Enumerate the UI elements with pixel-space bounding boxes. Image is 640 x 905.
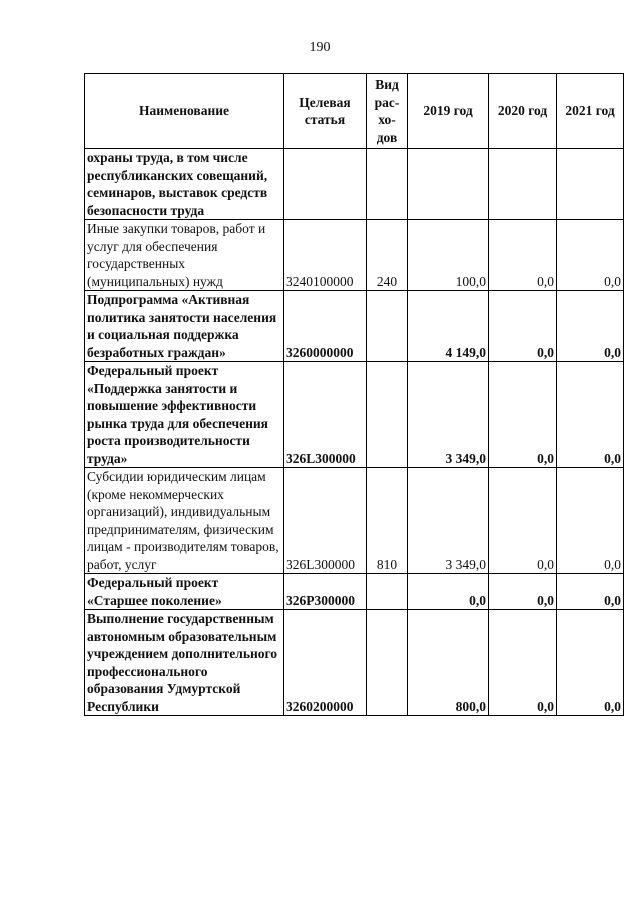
- row-2020: 0,0: [489, 362, 557, 468]
- table-row: [85, 574, 624, 610]
- row-code: 3260200000: [284, 610, 367, 716]
- header-2020: 2020 год: [489, 74, 557, 149]
- row-2020: [489, 149, 557, 220]
- row-name: Федеральный проект «Поддержка занятости и повышение эффективности рынка труда для обеспечения роста производительности труда»: [85, 362, 284, 468]
- budget-table: [84, 73, 624, 716]
- row-2020: 0,0: [489, 610, 557, 716]
- row-kind: [367, 362, 408, 468]
- row-2020: 0,0: [489, 291, 557, 362]
- row-2021: 0,0: [557, 468, 624, 574]
- row-2019: 4 149,0: [408, 291, 489, 362]
- page-number: 190: [309, 40, 331, 55]
- row-2021: 0,0: [557, 220, 624, 291]
- table-row: [85, 362, 624, 468]
- row-kind: [367, 610, 408, 716]
- table-row: [85, 610, 624, 716]
- row-2019: 800,0: [408, 610, 489, 716]
- row-2021: 0,0: [557, 362, 624, 468]
- header-kind: Вид рас-хо-дов: [367, 74, 408, 149]
- table-row: [85, 149, 624, 220]
- row-2019: 3 349,0: [408, 362, 489, 468]
- row-name: охраны труда, в том числе республиканских совещаний, семинаров, выставок средств безопасности труда: [85, 149, 284, 220]
- row-code: 326P300000: [284, 574, 367, 610]
- row-2021: 0,0: [557, 610, 624, 716]
- row-code: 326L300000: [284, 468, 367, 574]
- row-name: Иные закупки товаров, работ и услуг для обеспечения государственных (муниципальных) нужд: [85, 220, 284, 291]
- row-2019: [408, 149, 489, 220]
- row-2021: 0,0: [557, 291, 624, 362]
- row-code: 3260000000: [284, 291, 367, 362]
- row-kind: 810: [367, 468, 408, 574]
- header-name: Наименование: [85, 74, 284, 149]
- row-2020: 0,0: [489, 220, 557, 291]
- row-kind: 240: [367, 220, 408, 291]
- header-2021: 2021 год: [557, 74, 624, 149]
- row-2021: [557, 149, 624, 220]
- table-row: [85, 291, 624, 362]
- row-2020: 0,0: [489, 468, 557, 574]
- row-2019: 0,0: [408, 574, 489, 610]
- row-2021: 0,0: [557, 574, 624, 610]
- row-name: Выполнение государственным автономным образовательным учреждением дополнительного профессионального образования Удмуртской Республики: [85, 610, 284, 716]
- row-name: Подпрограмма «Активная политика занятости населения и социальная поддержка безработных граждан»: [85, 291, 284, 362]
- table-header-row: [85, 74, 624, 149]
- row-code: 3240100000: [284, 220, 367, 291]
- table-row: [85, 468, 624, 574]
- row-name: Субсидии юридическим лицам (кроме некоммерческих организаций), индивидуальным предпринимателям, физическим лицам - производителям товаров, работ, услуг: [85, 468, 284, 574]
- row-code: 326L300000: [284, 362, 367, 468]
- header-2019: 2019 год: [408, 74, 489, 149]
- row-kind: [367, 574, 408, 610]
- row-kind: [367, 291, 408, 362]
- row-name: Федеральный проект «Старшее поколение»: [85, 574, 284, 610]
- row-code: [284, 149, 367, 220]
- row-kind: [367, 149, 408, 220]
- header-code: Целевая статья: [284, 74, 367, 149]
- table-row: [85, 220, 624, 291]
- row-2019: 100,0: [408, 220, 489, 291]
- row-2020: 0,0: [489, 574, 557, 610]
- row-2019: 3 349,0: [408, 468, 489, 574]
